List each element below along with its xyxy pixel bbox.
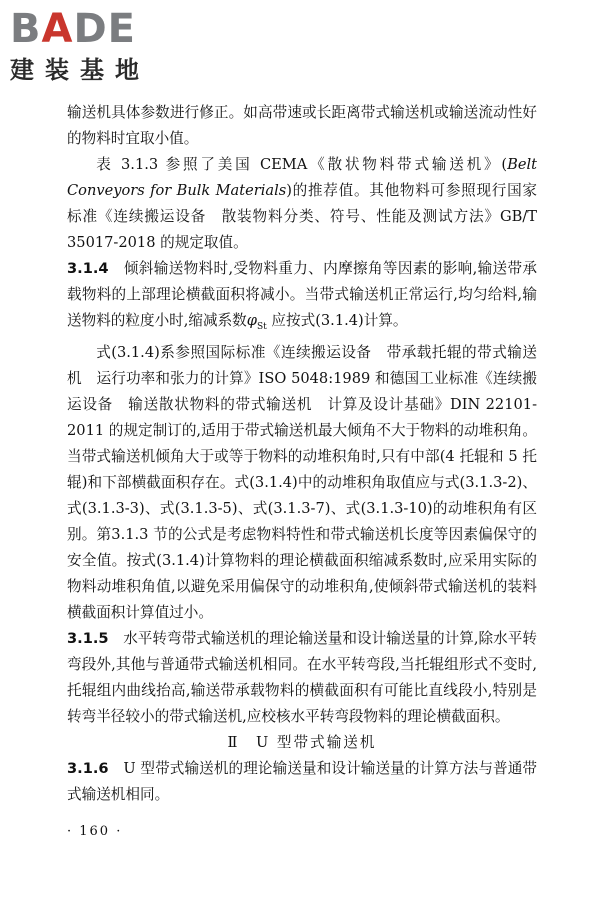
section-3-1-5: 3.1.5 水平转弯带式输送机的理论输送量和设计输送量的计算,除水平转弯段外,其他与普通带式输送机相同。在水平转弯段,当托辊组形式不变时,托辊组内曲线抬高,输送带承载物料的横截面积有可能比直线段小,特别是转弯半径较小的带式输送机,应校核水平转弯段物料的理论横截面积。 (67, 629, 537, 725)
section-3-1-4: 3.1.4 倾斜输送物料时,受物料重力、内摩擦角等因素的影响,输送带承载物料的上部理论横截面积将减小。当带式输送机正常运行,均匀给料,输送物料的粒度小时,缩减系数$\varphi_{St}$ 应按式(3.1.4)计算。 (67, 260, 537, 332)
paragraph-cema: 表 3.1.3 参照了美国 CEMA《散状物料带式输送机》(Belt Conveyors for Bulk Materials)的推荐值。其他物料可参照现行国家标准《连续搬运设备 散装物料分类、符号、性能及测试方法》GB/T 35017-2018 的规定取值。 (67, 156, 538, 251)
section-number: 3.1.4 (67, 260, 109, 277)
reduction-coefficient-symbol: $\varphi_{St}$ (246, 312, 267, 332)
bade-logo (10, 8, 180, 84)
logo-accent-letter: A (41, 6, 74, 52)
page-number: · 160 · (67, 824, 123, 839)
book-title-italic: Belt Conveyors for Bulk Materials (67, 156, 537, 199)
section-number: 3.1.6 (67, 759, 109, 777)
subsection-heading: Ⅱ U 型带式输送机 (227, 733, 377, 751)
section-number: 3.1.5 (67, 629, 109, 647)
logo-subtitle: 建装基地 (10, 56, 150, 84)
section-3-1-6: 3.1.6 U 型带式输送机的理论输送量和设计输送量的计算方法与普通带式输送机相同。 (67, 759, 537, 803)
logo-wordmark: BADE (10, 6, 136, 52)
paragraph-formula-explanation: 式(3.1.4)系参照国际标准《连续搬运设备 带承载托辊的带式输送机 运行功率和张力的计算》ISO 5048:1989 和德国工业标准《连续搬运设备 输送散状物料的带式输送机 计算及设计基础》DIN 22101-2011 的规定制订的,适用于带式输送机最大倾角不大于物料的动堆积角。当带式输送机倾角大于或等于物料的动堆积角时,只有中部(4 托辊和 5 托辊)和下部横截面积存在。式(3.1.4)中的动堆积角取值应与式(3.1.3-2)、式(3.1.3-3)、式(3.1.3-5)、式(3.1.3-7)、式(3.1.3-10)的动堆积角有区别。第3.1.3 节的公式是考虑物料特性和带式输送机长度等因素偏保守的安全值。按式(3.1.4)计算物料的理论横截面积缩减系数时,应采用实际的物料动堆积角值,以避免采用偏保守的动堆积角,使倾斜带式输送机的装料横截面积计算值过小。 (67, 343, 537, 621)
paragraph-continued: 输送机具体参数进行修正。如高带速或长距离带式输送机或输送流动性好的物料时宜取小值。 (67, 104, 537, 147)
document-body (67, 100, 537, 808)
